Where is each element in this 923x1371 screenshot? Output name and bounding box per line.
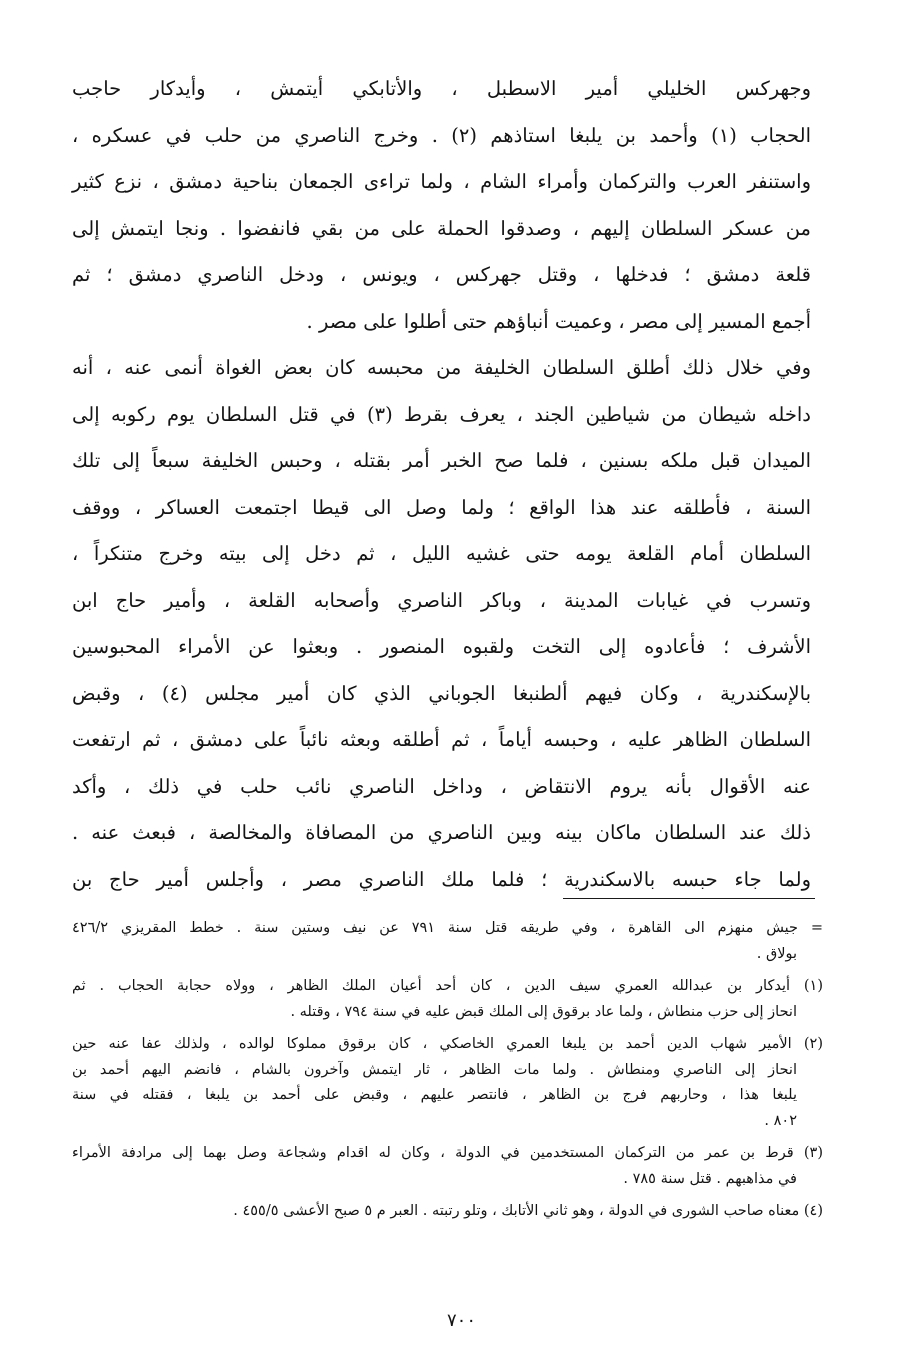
text-line: الأشرف ؛ فأعادوه إلى التخت ولقبوه المنصور . وبعثوا عن الأمراء المحبوسين [72,635,811,658]
footnotes [72,916,823,1232]
footnote-separator [563,898,815,899]
footnote-line: في مذاهبهم . قتل سنة ٧٨٥ . [623,1170,797,1187]
text-line: قلعة دمشق ؛ فدخلها ، وقتل جهركس ، ويونس ، ودخل الناصري دمشق ؛ ثم [72,263,811,286]
text-line: وجهركس الخليلي أمير الاسطبل ، والأتابكي أيتمش ، وأيدكار حاجب [72,77,811,100]
text-line: ذلك عند السلطان ماكان بينه وبين الناصري من المصافاة والمخالصة ، فبعث عنه . [72,821,811,844]
text-line: بالإسكندرية ، وكان فيهم ألطنبغا الجوباني الذي كان أمير مجلس (٤) ، وقبض [72,681,812,705]
footnote-line: انحاز إلى حزب منطاش ، ولما عاد برقوق إلى الملك قبض عليه في سنة ٧٩٤ ، وقتله . [290,1003,797,1020]
text-line: السلطان أمام القلعة يومه حتى غشيه الليل ، ثم دخل إلى بيته وخرج متنكراً ، [72,542,811,565]
page-number: ٧٠٠ [446,1310,476,1331]
text-line: الميدان قبل ملكه بسنين ، فلما صح الخبر أمر بقتله ، وحبس الخليفة سبعاً إلى تلك [72,449,811,472]
text-line: وفي خلال ذلك أطلق السلطان الخليفة من محبسه كان بعض الغواة أنمى عنه ، أنه [72,356,811,379]
main-text [72,66,811,903]
text-line: داخله شيطان من شياطين الجند ، يعرف بقرط (٣) في قتل السلطان يوم ركوبه إلى [72,402,811,426]
footnote-2 [72,1032,823,1134]
footnote-line: يلبغا هذا ، وحاربهم فرج بن الظاهر ، فانتصر عليهم ، وقبض على أحمد بن يلبغا ، فقتله في سنة [72,1087,797,1103]
text-line: السلطان الظاهر عليه ، وحبسه أياماً ، ثم أطلقه وبعثه نائباً على دمشق ، ثم ارتفعت [72,728,811,751]
footnote-line: (٢) الأمير شهاب الدين أحمد بن يلبغا العمري الخاصكي ، كان برقوق مملوكا لوالده ، ولذلك عفا عنه حين [72,1036,823,1052]
footnote-line: (٣) قرط بن عمر من التركمان المستخدمين في الدولة ، وكان له اقدام وشجاعة وصل بهما إلى مرادفة الأمراء [72,1145,823,1161]
footnote-line: = جيش منهزم الى القاهرة ، وفي طريقه قتل سنة ٧٩١ عن نيف وستين سنة . خطط المقريزي ٤٢٦/٢ [72,920,823,936]
text-line: وتسرب في غيابات المدينة ، وباكر الناصري وأصحابه القلعة ، وأمير حاج ابن [72,588,811,612]
footnote-continuation [72,916,823,967]
text-line: عنه الأقوال بأنه يروم الانتقاض ، وداخل الناصري نائب حلب في ذلك ، وأكد [72,774,811,798]
footnote-line: (١) أيدكار بن عبدالله العمري سيف الدين ، كان أحد أعيان الملك الظاهر ، وولاه حجابة الحجاب . ثم [72,978,823,994]
text-line: الحجاب (١) وأحمد بن يلبغا استاذهم (٢) . وخرج الناصري من حلب في عسكره ، [72,123,811,147]
footnote-line: بولاق . [756,945,797,962]
footnote-3 [72,1141,823,1192]
text-line: أجمع المسير إلى مصر ، وعميت أنباؤهم حتى أطلوا على مصر . [306,309,811,333]
footnote-4 [72,1199,823,1225]
text-line: واستنفر العرب والتركمان وأمراء الشام ، ولما تراءى الجمعان بناحية دمشق ، نزع كثير [72,170,811,193]
footnote-line: انحاز إلى الناصري ومنطاش . ولما مات الظاهر ، ثار ايتمش وآخرون بالشام ، فانضم اليهم أحمد بن [72,1061,797,1078]
text-line: السنة ، فأطلقه عند هذا الواقع ؛ ولما وصل الى قيطا اجتمعت العساكر ، ووقف [72,495,811,519]
footnote-1 [72,974,823,1025]
footnote-line: (٤) معناه صاحب الشورى في الدولة ، وهو ثاني الأتابك ، وتلو رتبته . العبر م ٥ صبح الأعشى ٤٥٥/٥ . [233,1203,823,1219]
footnote-line: ٨٠٢ . [764,1112,797,1129]
text-line: من عسكر السلطان إليهم ، وصدقوا الحملة على من بقي فانفضوا . ونجا ايتمش إلى [72,216,811,240]
text-line: ولما جاء حبسه بالاسكندرية ؛ فلما ملك الناصري مصر ، وأجلس أمير حاج بن [72,867,811,891]
